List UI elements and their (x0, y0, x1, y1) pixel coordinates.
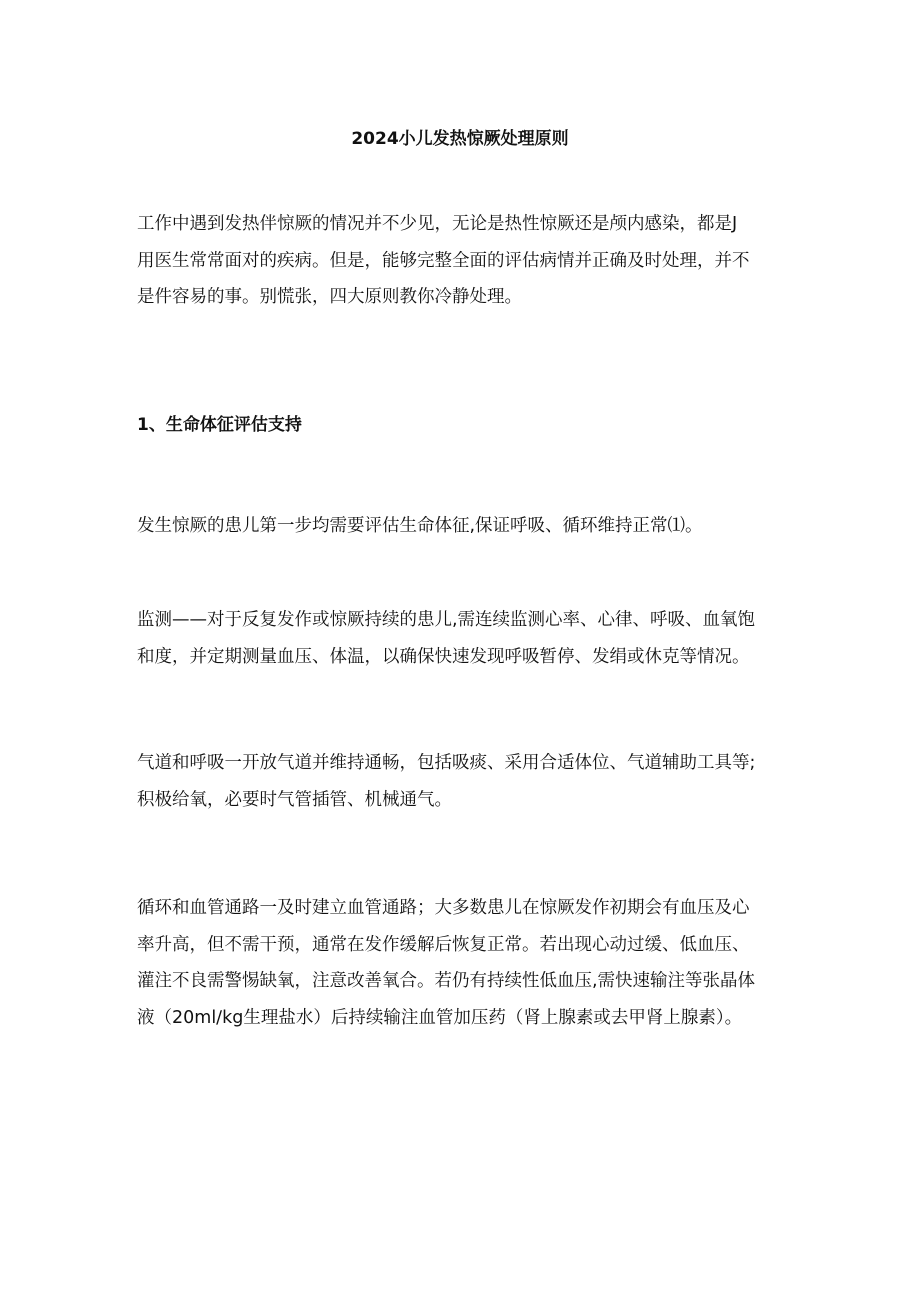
intro-line: 用医生常常面对的疾病。但是，能够完整全面的评估病情并正确及时处理，并不 (137, 250, 750, 271)
paragraph-line: 监测——对于反复发作或惊厥持续的患儿,需连续监测心率、心律、呼吸、血氧饱 (137, 610, 756, 630)
paragraph-line: 率升高，但不需干预，通常在发作缓解后恢复正常。若出现心动过缓、低血压、 (137, 934, 750, 955)
paragraph-line: 发生惊厥的患儿第一步均需要评估生命体征,保证呼吸、循环维持正常⑴。 (137, 516, 703, 536)
paragraph-line: 和度，并定期测量血压、体温，以确保快速发现呼吸暂停、发绢或休克等情况。 (137, 646, 750, 667)
document-title: 2024小儿发热惊厥处理原则 (351, 129, 569, 149)
intro-paragraph (137, 206, 797, 316)
paragraph-line: 循环和血管通路一及时建立血管通路；大多数患儿在惊厥发作初期会有血压及心 (137, 898, 750, 918)
section-heading: 1、生命体征评估支持 (137, 415, 302, 435)
intro-line: 工作中遇到发热伴惊厥的情况并不少见，无论是热性惊厥还是颅内感染，都是J (137, 214, 738, 234)
circulation-paragraph (137, 890, 797, 1036)
paragraph-line: 积极给氧，必要时气管插管、机械通气。 (137, 789, 452, 810)
vital-signs-paragraph (137, 508, 797, 545)
paragraph-line: 灌注不良需警惕缺氧，注意改善氧合。若仍有持续性低血压,需快速输注等张晶体 (137, 971, 756, 991)
paragraph-line: 气道和呼吸一开放气道并维持通畅，包括吸痰、采用合适体位、气道辅助工具等; (137, 753, 756, 773)
monitoring-paragraph (137, 602, 797, 675)
airway-paragraph (137, 745, 797, 818)
paragraph-line: 液（20ml∕kg生理盐水）后持续输注血管加压药（肾上腺素或去甲肾上腺素）。 (137, 1007, 743, 1028)
intro-line: 是件容易的事。别慌张，四大原则教你冷静处理。 (137, 287, 522, 307)
